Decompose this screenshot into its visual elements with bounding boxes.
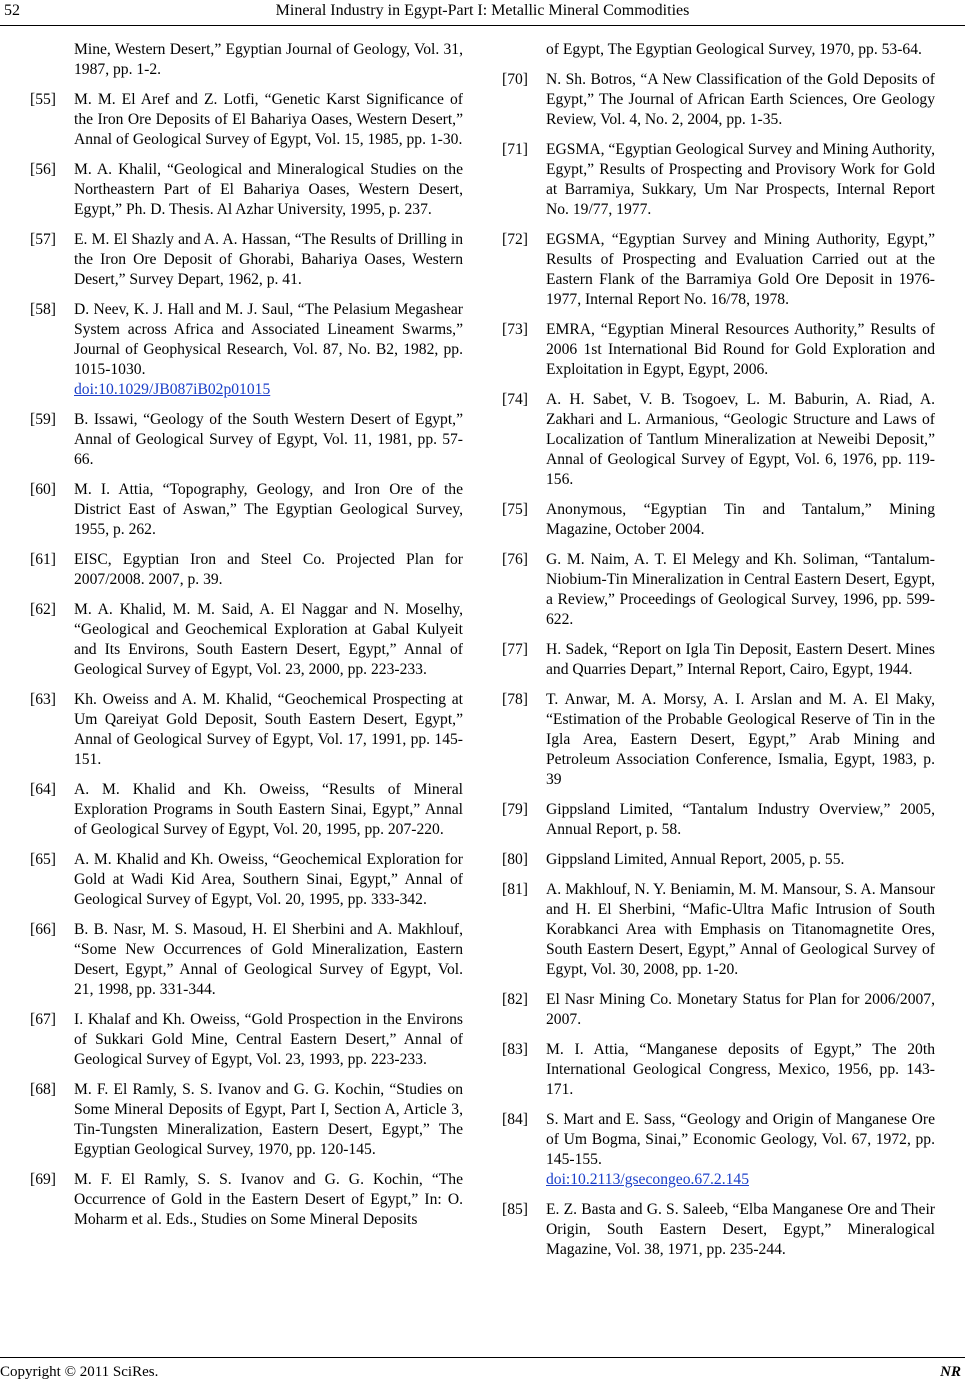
reference-item <box>30 1170 463 1230</box>
reference-item <box>30 1010 463 1070</box>
reference-item <box>30 690 463 770</box>
reference-text <box>74 90 463 150</box>
reference-item <box>30 90 463 150</box>
reference-citation: A. M. Khalid and Kh. Oweiss, “Geochemical Exploration for Gold at Wadi Kid Area, Southern Sinai, Egypt,” Annal of Geological Survey of Egypt, Vol. 20, 1995, pp. 333-342. <box>74 851 463 908</box>
footer-divider <box>0 1357 965 1358</box>
reference-citation: H. Sadek, “Report on Igla Tin Deposit, Eastern Desert. Mines and Quarries Depart,” Internal Report, Cairo, Egypt, 1944. <box>546 641 935 678</box>
reference-text <box>546 320 935 380</box>
reference-item <box>502 800 935 840</box>
doi-link[interactable]: doi:10.2113/gsecongeo.67.2.145 <box>546 1171 749 1188</box>
reference-text <box>74 690 463 770</box>
reference-item <box>30 780 463 840</box>
reference-number: [59] <box>30 411 56 428</box>
reference-text <box>546 850 935 870</box>
reference-item <box>30 300 463 400</box>
reference-number: [63] <box>30 691 56 708</box>
reference-citation: T. Anwar, M. A. Morsy, A. I. Arslan and M. A. El Maky, “Estimation of the Probable Geological Reserve of Tin in the Igla Area, Eastern Desert, Egypt,” Arab Mining and Petroleum Association Conference, Ismalia, Egypt, 1983, p. 39 <box>546 691 935 788</box>
reference-number: [79] <box>502 801 528 818</box>
page-header <box>0 0 965 30</box>
reference-text <box>74 410 463 470</box>
reference-citation: EGSMA, “Egyptian Survey and Mining Authority, Egypt,” Results of Prospecting and Evaluation Carried out at the Eastern Flank of the Barramiya Gold Ore Deposit in 1976-1977, Internal Report No. 16/78, 1978. <box>546 231 935 308</box>
reference-citation: N. Sh. Botros, “A New Classification of the Gold Deposits of Egypt,” The Journal of African Earth Sciences, Ore Geology Review, Vol. 4, No. 2, 2004, pp. 1-35. <box>546 71 935 128</box>
reference-item <box>30 850 463 910</box>
page-number: 52 <box>4 2 20 19</box>
reference-text <box>546 690 935 790</box>
reference-text <box>546 70 935 130</box>
reference-text <box>74 1080 463 1160</box>
reference-text <box>546 140 935 220</box>
reference-item <box>30 550 463 590</box>
reference-text <box>74 1170 463 1230</box>
reference-text <box>74 40 463 80</box>
reference-item <box>502 40 935 60</box>
reference-item <box>30 160 463 220</box>
reference-number: [60] <box>30 481 56 498</box>
reference-citation: EISC, Egyptian Iron and Steel Co. Projected Plan for 2007/2008. 2007, p. 39. <box>74 551 463 588</box>
reference-citation: B. Issawi, “Geology of the South Western Desert of Egypt,” Annal of Geological Survey of Egypt, Vol. 11, 1981, pp. 57-66. <box>74 411 463 468</box>
copyright-notice: Copyright © 2011 SciRes. <box>0 1364 159 1380</box>
reference-text <box>546 40 935 60</box>
reference-item <box>502 70 935 130</box>
reference-item <box>502 390 935 490</box>
reference-text <box>546 640 935 680</box>
reference-citation: EGSMA, “Egyptian Geological Survey and Mining Authority, Egypt,” Results of Prospecting and Provisory Work for Gold at Barramiya, Sukkary, Um Nar Prospects, Internal Report No. 19/77, 1977. <box>546 141 935 218</box>
reference-text <box>74 480 463 540</box>
reference-item <box>502 1200 935 1260</box>
reference-item <box>502 850 935 870</box>
reference-item <box>502 500 935 540</box>
reference-citation: G. M. Naim, A. T. El Melegy and Kh. Soliman, “Tantalum-Niobium-Tin Mineralization in Central Eastern Desert, Egypt, a Review,” Proceedings of Geological Survey, 1996, pp. 599-622. <box>546 551 935 628</box>
reference-number: [83] <box>502 1041 528 1058</box>
reference-citation: M. A. Khalid, M. M. Said, A. El Naggar and N. Moselhy, “Geological and Geochemical Exploration at Gabal Kulyeit and Its Environs, South Eastern Desert, Egypt,” Annal of Geological Survey of Egypt, Vol. 23, 2000, pp. 223-233. <box>74 601 463 678</box>
reference-item <box>502 1110 935 1190</box>
reference-citation: Anonymous, “Egyptian Tin and Tantalum,” Mining Magazine, October 2004. <box>546 501 935 538</box>
reference-number: [55] <box>30 91 56 108</box>
reference-text <box>74 230 463 290</box>
reference-item <box>30 600 463 680</box>
reference-number: [80] <box>502 851 528 868</box>
reference-citation: M. A. Khalil, “Geological and Mineralogical Studies on the Northeastern Part of El Bahariya Oases, Western Desert, Egypt,” Ph. D. Thesis. Al Azhar University, 1995, p. 237. <box>74 161 463 218</box>
reference-item <box>502 140 935 220</box>
reference-citation: B. B. Nasr, M. S. Masoud, H. El Sherbini and A. Makhlouf, “Some New Occurrences of Gold Mineralization, Eastern Desert, Egypt,” Annal of Geological Survey of Egypt, Vol. 21, 1998, pp. 331-344. <box>74 921 463 998</box>
reference-number: [75] <box>502 501 528 518</box>
running-title: Mineral Industry in Egypt-Part I: Metallic Mineral Commodities <box>275 2 690 19</box>
reference-number: [78] <box>502 691 528 708</box>
reference-number: [85] <box>502 1201 528 1218</box>
reference-citation: El Nasr Mining Co. Monetary Status for Plan for 2006/2007, 2007. <box>546 991 935 1028</box>
reference-text <box>74 850 463 910</box>
reference-citation: A. M. Khalid and Kh. Oweiss, “Results of Mineral Exploration Programs in South Eastern Sinai, Egypt,” Annal of Geological Survey of Egypt, Vol. 20, 1995, pp. 207-220. <box>74 781 463 838</box>
reference-item <box>30 230 463 290</box>
reference-text <box>74 550 463 590</box>
reference-number: [67] <box>30 1011 56 1028</box>
reference-text <box>74 920 463 1000</box>
reference-number: [69] <box>30 1171 56 1188</box>
reference-text <box>546 390 935 490</box>
reference-number: [76] <box>502 551 528 568</box>
reference-number: [66] <box>30 921 56 938</box>
reference-citation: EMRA, “Egyptian Mineral Resources Authority,” Results of 2006 1st International Bid Round for Gold Exploration and Exploitation in Egypt, Egypt, 2006. <box>546 321 935 378</box>
reference-item <box>30 480 463 540</box>
reference-item <box>30 40 463 80</box>
reference-citation: A. H. Sabet, V. B. Tsogoev, L. M. Baburin, A. Riad, A. Zakhari and L. Armanious, “Geologic Structure and Laws of Localization of Tantlum Mineralization at Neweibi Deposit,” Annal of Geological Survey of Egypt, Vol. 6, 1976, pp. 119-156. <box>546 391 935 488</box>
reference-text <box>546 990 935 1030</box>
references-right-column <box>502 40 935 1270</box>
reference-number: [70] <box>502 71 528 88</box>
reference-number: [57] <box>30 231 56 248</box>
reference-citation: E. Z. Basta and G. S. Saleeb, “Elba Manganese Ore and Their Origin, South Eastern Desert, Egypt,” Mineralogical Magazine, Vol. 38, 1971, pp. 235-244. <box>546 1201 935 1258</box>
reference-citation: M. I. Attia, “Manganese deposits of Egypt,” The 20th International Geological Congress, Mexico, 1956, pp. 143-171. <box>546 1041 935 1098</box>
reference-text <box>74 780 463 840</box>
reference-number: [64] <box>30 781 56 798</box>
reference-number: [58] <box>30 301 56 318</box>
reference-item <box>502 230 935 310</box>
reference-number: [61] <box>30 551 56 568</box>
reference-text <box>546 1200 935 1260</box>
reference-item <box>502 550 935 630</box>
reference-citation: Mine, Western Desert,” Egyptian Journal of Geology, Vol. 31, 1987, pp. 1-2. <box>74 41 463 78</box>
reference-item <box>502 880 935 980</box>
reference-citation: of Egypt, The Egyptian Geological Survey, 1970, pp. 53-64. <box>546 41 922 58</box>
reference-citation: Kh. Oweiss and A. M. Khalid, “Geochemical Prospecting at Um Qareiyat Gold Deposit, South Eastern Desert, Egypt,” Annal of Geological Survey of Egypt, Vol. 17, 1991, pp. 145-151. <box>74 691 463 768</box>
page-footer <box>0 1357 965 1386</box>
reference-number: [62] <box>30 601 56 618</box>
reference-text <box>546 1110 935 1190</box>
reference-text <box>546 1040 935 1100</box>
reference-number: [81] <box>502 881 528 898</box>
reference-citation: M. F. El Ramly, S. S. Ivanov and G. G. Kochin, “Studies on Some Mineral Deposits of Egypt, Part I, Section A, Article 3, Tin-Tungsten Mineralization, Eastern Desert, Egypt,” The Egyptian Geological Survey, 1970, pp. 120-145. <box>74 1081 463 1158</box>
reference-text <box>74 1010 463 1070</box>
reference-text <box>74 300 463 400</box>
reference-number: [72] <box>502 231 528 248</box>
doi-link[interactable]: doi:10.1029/JB087iB02p01015 <box>74 381 271 398</box>
reference-number: [84] <box>502 1111 528 1128</box>
reference-number: [77] <box>502 641 528 658</box>
reference-item <box>502 690 935 790</box>
reference-citation: M. F. El Ramly, S. S. Ivanov and G. G. Kochin, “The Occurrence of Gold in the Eastern Desert of Egypt,” In: O. Moharm et al. Eds., Studies on Some Mineral Deposits <box>74 1171 463 1228</box>
reference-citation: I. Khalaf and Kh. Oweiss, “Gold Prospection in the Environs of Sukkari Gold Mine, Central Eastern Desert,” Annal of Geological Survey of Egypt, Vol. 23, 1993, pp. 223-233. <box>74 1011 463 1068</box>
reference-text <box>74 600 463 680</box>
reference-number: [74] <box>502 391 528 408</box>
reference-number: [56] <box>30 161 56 178</box>
reference-number: [71] <box>502 141 528 158</box>
reference-item <box>30 920 463 1000</box>
reference-number: [68] <box>30 1081 56 1098</box>
reference-number: [82] <box>502 991 528 1008</box>
reference-number: [73] <box>502 321 528 338</box>
reference-citation: Gippsland Limited, “Tantalum Industry Overview,” 2005, Annual Report, p. 58. <box>546 801 935 838</box>
reference-number: [65] <box>30 851 56 868</box>
reference-item <box>30 410 463 470</box>
reference-citation: A. Makhlouf, N. Y. Beniamin, M. M. Mansour, S. A. Mansour and H. El Sherbini, “Mafic-Ultra Mafic Intrusion of South Korabkanci Area with Emphasis on Titanomagnetite Ores, South Eastern Desert, Egypt,” Annal of Geological Survey of Egypt, Vol. 30, 2008, pp. 1-20. <box>546 881 935 978</box>
journal-abbreviation: NR <box>940 1364 961 1380</box>
references-left-column <box>30 40 463 1240</box>
reference-citation: M. M. El Aref and Z. Lotfi, “Genetic Karst Significance of the Iron Ore Deposits of El Bahariya Oases, Western Desert,” Annal of Geological Survey of Egypt, Vol. 15, 1985, pp. 1-30. <box>74 91 463 148</box>
reference-text <box>546 500 935 540</box>
reference-text <box>74 160 463 220</box>
reference-text <box>546 230 935 310</box>
reference-citation: Gippsland Limited, Annual Report, 2005, p. 55. <box>546 851 845 868</box>
reference-text <box>546 550 935 630</box>
reference-text <box>546 800 935 840</box>
reference-item <box>502 640 935 680</box>
reference-item <box>502 1040 935 1100</box>
reference-citation: E. M. El Shazly and A. A. Hassan, “The Results of Drilling in the Iron Ore Deposit of Ghorabi, Bahariya Oases, Western Desert,” Survey Depart, 1962, p. 41. <box>74 231 463 288</box>
reference-citation: D. Neev, K. J. Hall and M. J. Saul, “The Pelasium Megashear System across Africa and Associated Lineament Swarms,” Journal of Geophysical Research, Vol. 87, No. B2, 1982, pp. 1015-1030. <box>74 301 463 378</box>
reference-item <box>502 320 935 380</box>
header-divider <box>0 25 965 26</box>
reference-item <box>502 990 935 1030</box>
reference-citation: S. Mart and E. Sass, “Geology and Origin of Manganese Ore of Um Bogma, Sinai,” Economic Geology, Vol. 67, 1972, pp. 145-155. <box>546 1111 935 1168</box>
reference-text <box>546 880 935 980</box>
reference-citation: M. I. Attia, “Topography, Geology, and Iron Ore of the District East of Aswan,” The Egyptian Geological Survey, 1955, p. 262. <box>74 481 463 538</box>
reference-item <box>30 1080 463 1160</box>
